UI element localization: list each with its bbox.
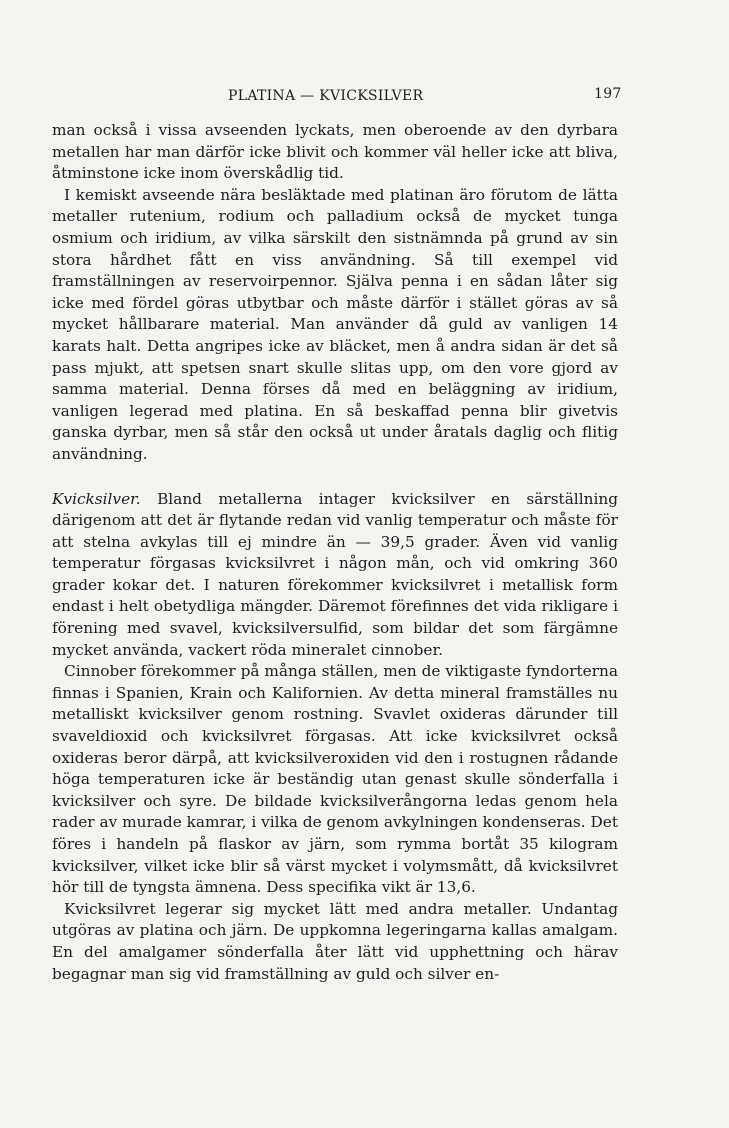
page-number: 197 xyxy=(594,86,622,102)
running-title: PLATINA — KVICKSILVER xyxy=(228,88,424,104)
page-header xyxy=(0,84,729,106)
section-gap xyxy=(52,466,618,489)
paragraph-amalgam: Kvicksilvret legerar sig mycket lätt med andra metaller. Undantag utgöras av platina och järn. De uppkomna legeringarna kallas amalgam. En del amalgamer sönderfalla åter lätt vid upphettning och härav begagnar man sig vid framställning av guld och silver en- xyxy=(52,899,618,983)
paragraph-continuation: man också i vissa avseenden lyckats, men oberoende av den dyrbara metallen har man därför icke blivit och kommer väl heller icke att bliva, åtminstone icke inom överskådlig tid. xyxy=(52,121,618,183)
paragraph-related-metals: I kemiskt avseende nära besläktade med platinan äro förutom de lätta metaller rutenium, rodium och palladium också de mycket tunga osmium och iridium, av vilka särskilt den sistnämnda på grund av sin stora hårdhet fått en viss användning. Så till exempel vid framställningen av reservoirpennor. Själva penna i en sådan låter sig icke med fördel göras utbytbar och måste därför i stället göras av så mycket hållbarare material. Man använder då guld av vanligen 14 karats halt. Detta angripes icke av bläcket, men å andra sidan är det så pass mjukt, att spetsen snart skulle slitas upp, om den vore gjord av samma material. Denna förses då med en beläggning av iridium, vanligen legerad med platina. En så beskaffad penna blir givetvis ganska dyrbar, men så står den också ut under åratals daglig och flitig användning. xyxy=(52,185,618,463)
section-text: Bland metallerna intager kvicksilver en särställning därigenom att det är flytande redan vid vanlig temperatur och måste för att stelna avkylas till ej mindre än — 39,5 grader. Även vid vanlig temperatur förgasas kvicksilvret i någon mån, och vid omkring 360 grader kokar det. I naturen förekommer kvicksilvret i metallisk form endast i helt obetydliga mängder. Däremot förefinnes det vida rikligare i förening med svavel, kvicksilversulfid, som bildar det som färgämne mycket använda, vackert röda mineralet cinnober. xyxy=(52,489,618,659)
body-text xyxy=(52,120,618,985)
section-title: Kvicksilver. xyxy=(52,489,141,508)
paragraph-cinnober: Cinnober förekommer på många ställen, men de viktigaste fyndorterna finnas i Spanien, Krain och Kalifornien. Av detta mineral framställes nu metalliskt kvicksilver genom rostning. Svavlet oxideras därunder till svaveldioxid och kvicksilvret förgasas. Att icke kvicksilvret också oxideras beror därpå, att kvicksilveroxiden vid den i rostugnen rådande höga temperaturen icke är beständig utan genast skulle sönderfalla i kvicksilver och syre. De bildade kvicksilverångorna ledas genom hela rader av murade kamrar, i vilka de genom avkylningen kondenseras. Det föres i handeln på flaskor av järn, som rymma bortåt 35 kilogram kvicksilver, vilket icke blir så värst mycket i volymsmått, då kvicksilvret hör till de tyngsta ämnena. Dess specifika vikt är 13,6. xyxy=(52,662,618,897)
section-kvicksilver-paragraph xyxy=(52,489,618,662)
